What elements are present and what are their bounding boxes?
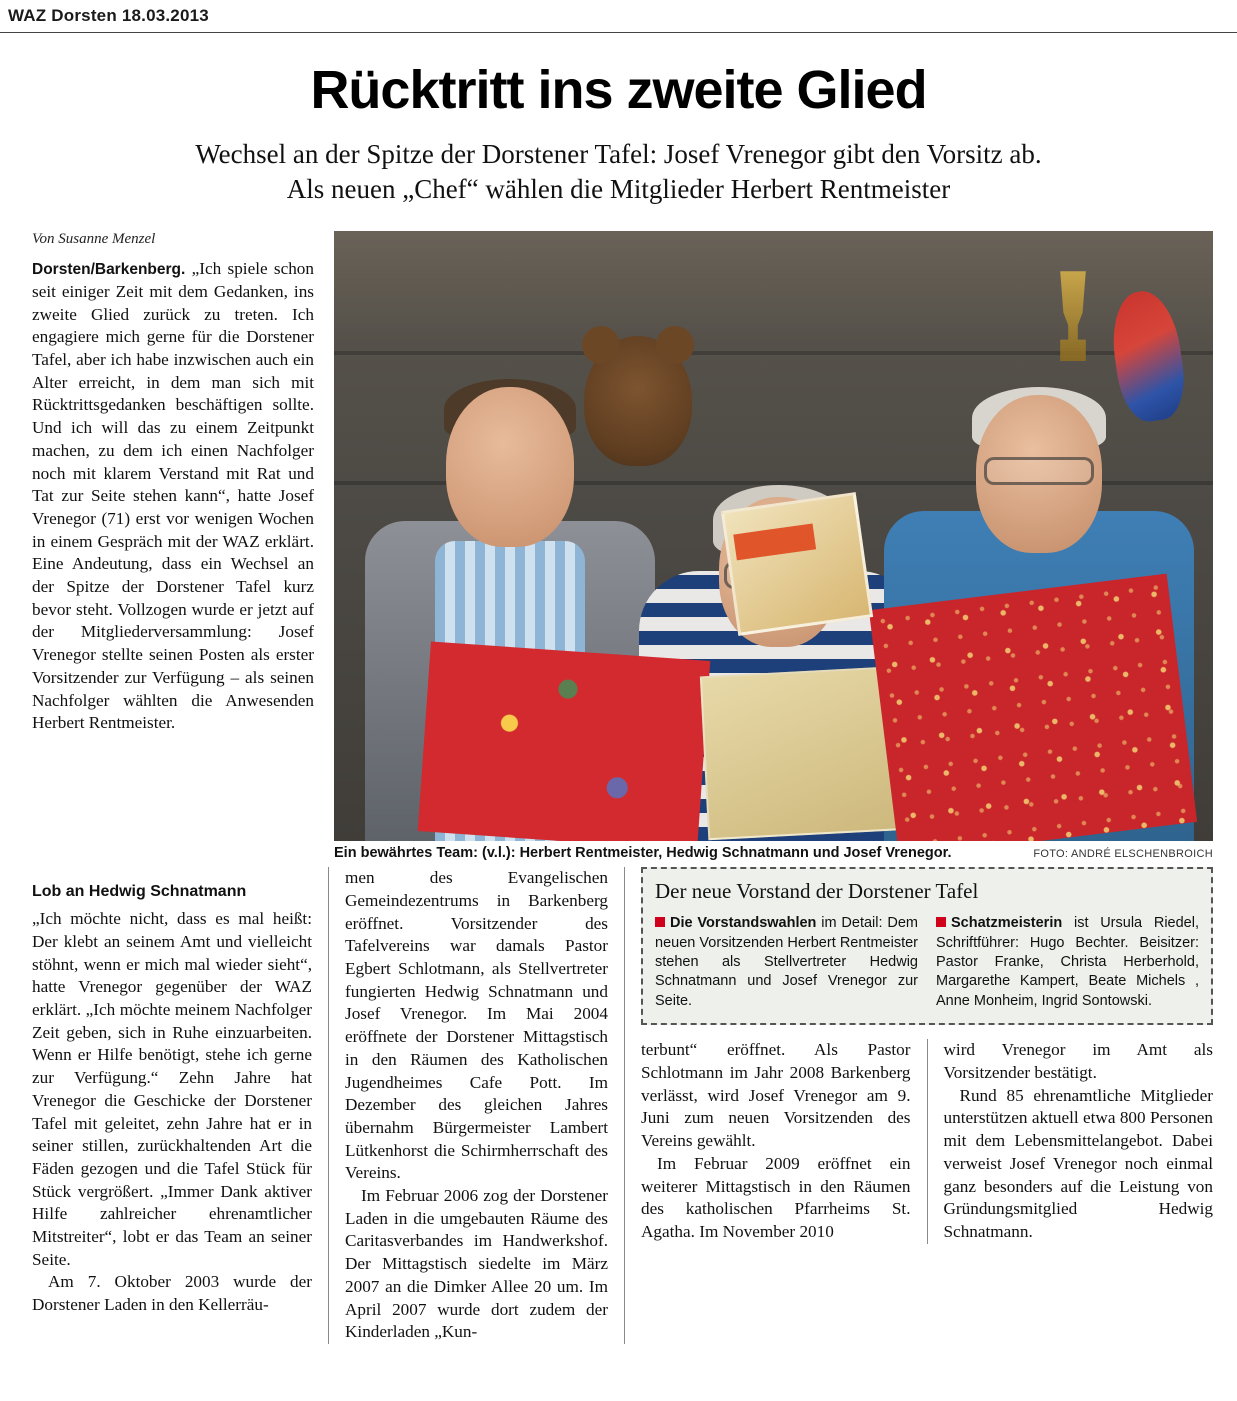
subheadline-line-2: Als neuen „Chef“ wählen die Mitglieder Herbert Rentmeister (286, 174, 951, 205)
infobox-columns (655, 914, 1199, 1011)
text-column-4 (927, 1039, 1214, 1243)
photo-caption-bar (334, 845, 1213, 861)
food-package-held (721, 492, 873, 636)
paragraph: Im Februar 2009 eröffnet ein weiterer Mittagstisch in den Räumen des katholischen Pfarrheims St. Agatha. Im November 2010 (641, 1153, 911, 1241)
source-label: WAZ Dorsten 18.03.2013 (8, 6, 209, 25)
lead-paragraph (32, 258, 314, 735)
gift-package-right (869, 574, 1197, 841)
page-title: Rücktritt ins zweite Glied (310, 60, 927, 120)
lower-right-columns (641, 1039, 1213, 1243)
paragraph: terbunt“ eröffnet. Als Pastor Schlotmann im Jahr 2008 Barkenberg verlässt, wird Josef Vrenegor am 9. Juni zum neuen Vorsitzenden des Vereins gewählt. (641, 1040, 911, 1151)
byline: Von Susanne Menzel (32, 231, 156, 248)
paragraph: Am 7. Oktober 2003 wurde der Dorstener Laden in den Kellerräu- (32, 1272, 312, 1315)
photo-credit: FOTO: ANDRÉ ELSCHENBROICH (1033, 848, 1213, 861)
person-head (446, 387, 574, 547)
text-column-2 (328, 867, 624, 1344)
photo-caption: Ein bewährtes Team: (v.l.): Herbert Rentmeister, Hedwig Schnatmann und Josef Vrenegor. (334, 845, 952, 862)
red-square-icon (936, 917, 946, 927)
gift-package-left (418, 642, 711, 842)
article-photo (334, 231, 1213, 841)
infobox-left-text: im Detail: Dem neuen Vorsitzenden Herbert Rentmeister stehen als Stellvertreter Hedwig Schnatmann und Josef Vrenegor zur Seite. (655, 915, 918, 1009)
dateline: Dorsten/Barkenberg. (32, 261, 186, 279)
glasses-icon (984, 457, 1094, 485)
paragraph: wird Vrenegor im Amt als Vorsitzender bestätigt. (943, 1040, 1213, 1082)
infobox-column-right (936, 914, 1199, 1011)
paragraph: Im Februar 2006 zog der Dorstener Laden in die umgebauten Räume des Caritasverbandes im Handwerkshof. Der Mittagstisch siedelte im März 2007 an die Dimker Allee 20 um. Im April 2007 wurde dort zudem der Kinderladen „Kun- (345, 1186, 608, 1342)
lead-column (32, 231, 328, 735)
infobox-right-bold: Schatzmeisterin (951, 915, 1063, 932)
infobox-new-board (641, 867, 1213, 1025)
subheadline-line-1: Wechsel an der Spitze der Dorstener Tafel: Josef Vrenegor gibt den Vorsitz ab. (195, 139, 1042, 169)
text-column-1 (32, 867, 328, 1344)
infobox-title: Der neue Vorstand der Dorstener Tafel (655, 879, 979, 904)
red-square-icon (655, 917, 665, 927)
paragraph: men des Evangelischen Gemeindezentrums in Barkenberg eröffnet. Vorsitzender des Tafelvereins war damals Pastor Egbert Schlotmann, als Stellvertreter fungierten Hedwig Schnatmann und Josef Vrenegor. Im Mai 2004 eröffnete der Dorstener Mittagstisch in den Räumen des Katholischen Jugendheimes Cafe Pott. Im Dezember des gleichen Jahres übernahm Bürgermeister Lambert Lütkenhorst die Schirmherrschaft des Vereins. (345, 868, 608, 1183)
text-column-3 (641, 1039, 927, 1243)
infobox-and-columns (624, 867, 1213, 1344)
paragraph: „Ich möchte nicht, dass es mal heißt: Der klebt an seinem Amt und vielleicht stöhnt, wenn er mich mal wieder sieht“, hatte Vrenegor gegenüber der WAZ erklärt. „Ich möchte meinem Nachfolger Zeit geben, sich in Ruhe einzuarbeiten. Wenn er Hilfe benötigt, stehe ich gerne zur Verfügung.“ Zehn Jahre hat Vrenegor die Geschicke der Dorstener Tafel mit geleitet, zehn Jahre hat er in seiner stillen, zurückhaltenden Art die Fäden gezogen und die Tafel Stück für Stück vergrößert. „Immer Dank aktiver Hilfe zahlreicher ehrenamtlicher Mitstreiter“, lobt er das Team an seiner Seite. (32, 909, 312, 1269)
lower-section (32, 867, 1213, 1344)
top-section (32, 231, 1213, 861)
photo-block (328, 231, 1213, 861)
lead-text: „Ich spiele schon seit einiger Zeit mit dem Gedanken, ins zweite Glied zurück zu treten. Ich engagiere mich gerne für die Dorstener Tafel, aber ich habe inzwischen auch ein Alter erreicht, in dem man sich mit Rücktrittsgedanken beschäftigen sollte. Und ich will das zu einem Zeitpunkt machen, zu dem ich einen Nachfolger noch mit klarem Verstand mit Rat und Tat zur Seite stehen kann“, hatte Josef Vrenegor (71) erst vor wenigen Wochen in einem Gespräch mit der WAZ erklärt. Eine Andeutung, dass ein Wechsel an der Spitze der Dorstener Tafel kurz bevor steht. Vollzogen wurde er jetzt auf der Mitgliederversammlung: Josef Vrenegor stellte seinen Posten als erster Vorsitzender zur Verfügung – als seinen Nachfolger wählten die Anwesenden Herbert Rentmeister. (32, 259, 314, 733)
infobox-right-text: ist Ursula Riedel, Schriftführer: Hugo Bechter. Beisitzer: Pastor Franke, Christa Herberhold, Margarethe Kampert, Beate Michels , Anne Monheim, Ingrid Sontowski. (936, 915, 1199, 1009)
infobox-column-left (655, 914, 918, 1011)
subheadline (60, 137, 1177, 207)
paragraph: Rund 85 ehrenamtliche Mitglieder unterstützen aktuell etwa 800 Personen mit dem Lebensmittelangebot. Dabei verweist Josef Vrenegor noch einmal ganz besonders auf die Leistung von Gründungsmitglied Hedwig Schnatmann. (943, 1085, 1213, 1241)
package-label (733, 524, 816, 561)
article-body (0, 231, 1237, 1344)
infobox-left-bold: Die Vorstandswahlen (670, 915, 817, 932)
section-heading: Lob an Hedwig Schnatmann (32, 883, 247, 901)
top-divider (0, 32, 1237, 33)
